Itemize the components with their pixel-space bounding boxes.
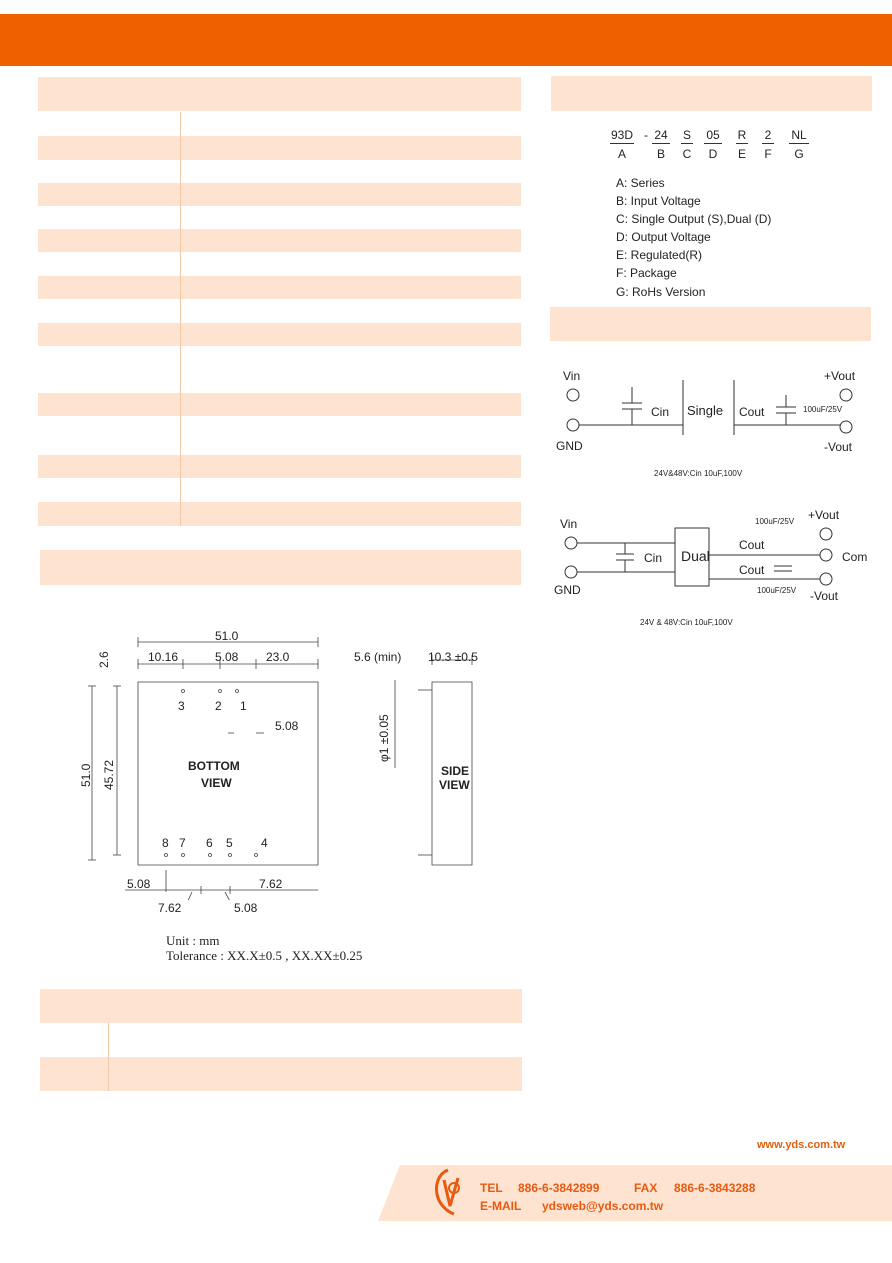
side-view-label: SIDE bbox=[441, 764, 470, 778]
vout-pos-terminal bbox=[840, 389, 852, 401]
legend-item: G: RoHs Version bbox=[616, 284, 706, 299]
bottom-table bbox=[40, 1023, 522, 1091]
specifications-section-header bbox=[38, 77, 521, 111]
legend-item: F: Package bbox=[616, 266, 677, 281]
yds-logo bbox=[428, 1166, 468, 1218]
dual-cap-rating: 100uF/25V bbox=[755, 517, 795, 526]
code-part-rohs: NL bbox=[789, 128, 809, 144]
dual-gnd-label: GND bbox=[554, 583, 581, 597]
dim-min-height: 5.6 (min) bbox=[354, 650, 402, 664]
single-circuit-note: 24V&48V:Cin 10uF,100V bbox=[654, 469, 743, 478]
dim-5-08-top: 5.08 bbox=[215, 650, 239, 664]
dual-block-label: Dual bbox=[681, 548, 710, 564]
code-dash: - bbox=[644, 128, 648, 142]
pin-2 bbox=[219, 690, 222, 693]
dual-vin-label: Vin bbox=[560, 517, 578, 531]
code-part-regulated: R bbox=[737, 128, 747, 142]
dim-45-72: 45.72 bbox=[102, 759, 116, 790]
tolerance-note: Tolerance : XX.X±0.5 , XX.XX±0.25 bbox=[166, 948, 363, 963]
code-part-output-type: S bbox=[682, 128, 691, 142]
application-circuit-section-header bbox=[550, 307, 871, 341]
code-letter: B bbox=[656, 147, 665, 161]
dim-height-total: 51.0 bbox=[79, 763, 93, 787]
dim-7-62-bottom: 7.62 bbox=[158, 901, 182, 915]
table-row bbox=[38, 276, 521, 299]
table-row bbox=[38, 136, 521, 160]
dim-side-thickness: 10.3 ±0.5 bbox=[428, 650, 478, 664]
pin-label: 5 bbox=[226, 836, 233, 850]
single-vin-label: Vin bbox=[563, 369, 581, 383]
single-cout-label: Cout bbox=[739, 405, 765, 419]
dim-23-0: 23.0 bbox=[266, 650, 290, 664]
mechanical-section-header bbox=[40, 550, 521, 585]
dual-cout-label: Cout bbox=[739, 563, 765, 577]
code-letter: C bbox=[682, 147, 692, 161]
legend-item: D: Output Voltage bbox=[616, 230, 711, 245]
footer-email-label: E-MAIL bbox=[480, 1199, 522, 1213]
model-code-legend bbox=[616, 174, 771, 301]
pin-3 bbox=[182, 690, 185, 693]
code-part-output-voltage: 05 bbox=[704, 128, 722, 144]
unit-note: Unit : mm bbox=[166, 933, 220, 948]
bottom-view-label: VIEW bbox=[201, 776, 232, 790]
footer-tel-value: 886-6-3842899 bbox=[518, 1181, 600, 1195]
code-part-package: 2 bbox=[762, 128, 774, 144]
vout-neg-terminal bbox=[840, 421, 852, 433]
single-block-label: Single bbox=[687, 403, 724, 418]
table-row bbox=[38, 183, 521, 206]
specifications-table bbox=[38, 112, 521, 526]
dim-pin-diameter: φ1 ±0.05 bbox=[377, 714, 391, 762]
pin-8 bbox=[165, 854, 168, 857]
vin-terminal bbox=[565, 537, 577, 549]
legend-item: A: Series bbox=[616, 176, 665, 190]
single-gnd-label: GND bbox=[556, 439, 583, 453]
dim-10-16: 10.16 bbox=[148, 650, 179, 664]
leader-line bbox=[225, 892, 232, 900]
bottom-section-header bbox=[40, 989, 522, 1023]
gnd-terminal bbox=[567, 419, 579, 431]
vout-neg-terminal bbox=[820, 573, 832, 585]
table-row bbox=[38, 455, 521, 478]
legend-item: B: Input Voltage bbox=[616, 194, 701, 209]
dual-cap-rating: 100uF/25V bbox=[757, 586, 797, 595]
com-terminal bbox=[820, 549, 832, 561]
dim-7-62-right: 7.62 bbox=[259, 877, 283, 891]
gnd-terminal bbox=[565, 566, 577, 578]
pin-label: 1 bbox=[240, 699, 247, 713]
dim-5-08-bottom: 5.08 bbox=[234, 901, 258, 915]
dim-2-6: 2.6 bbox=[97, 651, 111, 668]
table-divider bbox=[180, 112, 181, 526]
pin-5 bbox=[229, 854, 232, 857]
single-cin-label: Cin bbox=[651, 405, 670, 419]
code-part-input: 24 bbox=[652, 128, 670, 144]
dual-com-label: Com bbox=[842, 550, 868, 564]
vin-terminal bbox=[567, 389, 579, 401]
bottom-view-label: BOTTOM bbox=[188, 759, 240, 773]
dual-cin-label: Cin bbox=[644, 551, 663, 565]
legend-item: E: Regulated(R) bbox=[616, 248, 703, 263]
table-row bbox=[38, 229, 521, 252]
footer-fax-label: FAX bbox=[634, 1181, 658, 1195]
table-row bbox=[38, 323, 521, 346]
vout-pos-terminal bbox=[820, 528, 832, 540]
footer-tel-label: TEL bbox=[480, 1181, 503, 1195]
pin-label: 8 bbox=[162, 836, 169, 850]
pin-4 bbox=[255, 854, 258, 857]
code-letter: D bbox=[708, 147, 718, 161]
dual-vout-pos-label: +Vout bbox=[808, 508, 840, 522]
code-letter: E bbox=[737, 147, 746, 161]
side-view-label: VIEW bbox=[439, 778, 470, 792]
code-part-series: 93D bbox=[610, 128, 633, 142]
pin-7 bbox=[182, 854, 185, 857]
code-letter: F bbox=[764, 147, 772, 161]
leader-line bbox=[186, 892, 192, 900]
dim-width-total: 51.0 bbox=[215, 629, 239, 643]
mechanical-drawing bbox=[80, 630, 500, 900]
footer-email-value[interactable]: ydsweb@yds.com.tw bbox=[542, 1199, 664, 1213]
model-numbering-section-header bbox=[551, 76, 872, 111]
footer-fax-value: 886-6-3843288 bbox=[674, 1181, 756, 1195]
dual-circuit-note: 24V & 48V:Cin 10uF,100V bbox=[640, 618, 733, 627]
dim-pin-spacing: 5.08 bbox=[275, 719, 299, 733]
single-vout-neg-label: -Vout bbox=[824, 440, 853, 454]
footer-website[interactable]: www.yds.com.tw bbox=[757, 1139, 846, 1151]
single-vout-pos-label: +Vout bbox=[824, 369, 856, 383]
legend-item: C: Single Output (S),Dual (D) bbox=[616, 212, 772, 227]
code-letter: A bbox=[617, 147, 626, 161]
pin-label: 2 bbox=[215, 699, 222, 713]
table-row bbox=[38, 502, 521, 526]
dual-cout-label: Cout bbox=[739, 538, 765, 552]
table-row bbox=[38, 393, 521, 416]
pin-label: 6 bbox=[206, 836, 213, 850]
table-row bbox=[40, 1057, 522, 1091]
dim-5-08-left: 5.08 bbox=[127, 877, 151, 891]
pin-label: 4 bbox=[261, 836, 268, 850]
pin-label: 7 bbox=[179, 836, 186, 850]
code-letter: G bbox=[794, 147, 804, 161]
dual-vout-neg-label: -Vout bbox=[810, 589, 839, 603]
table-divider bbox=[108, 1023, 109, 1091]
pin-6 bbox=[209, 854, 212, 857]
top-header-bar bbox=[0, 14, 892, 66]
pin-1 bbox=[236, 690, 239, 693]
single-cap-rating: 100uF/25V bbox=[803, 405, 843, 414]
pin-label: 3 bbox=[178, 699, 185, 713]
